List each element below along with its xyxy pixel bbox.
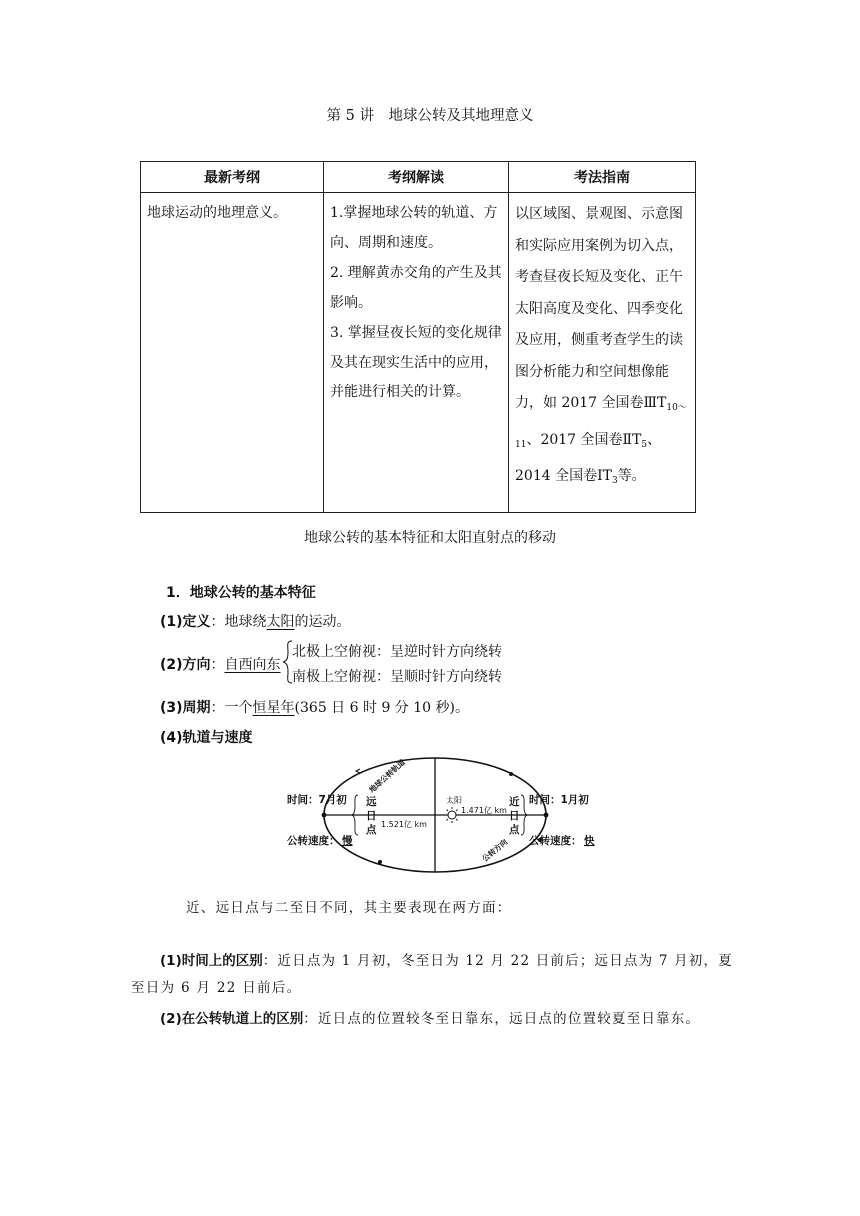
- period-key: 恒星年: [252, 700, 295, 716]
- orbit-label: 地球公转轨道: [367, 757, 407, 795]
- compare-point-2-label: (2)在公转轨道上的区别: [160, 1011, 304, 1027]
- definition-text: 的运动。: [294, 614, 351, 630]
- table-header: 考纲解读: [324, 162, 509, 193]
- aphelion-marker: [322, 813, 327, 818]
- period-text: ：一个: [210, 700, 253, 716]
- direction-line: [160, 654, 281, 674]
- page-title: 第 5 讲 地球公转及其地理意义: [326, 108, 534, 124]
- perihelion-char-1: 近: [509, 796, 520, 808]
- aphelion-char-1: 远: [366, 796, 377, 808]
- definition-text: ：地球绕: [210, 614, 267, 630]
- left-speed: 慢: [342, 835, 353, 847]
- guide-subscript: 3: [611, 476, 618, 486]
- period-line: [160, 697, 469, 717]
- guide-text: 、2014 全国卷ⅠT: [515, 431, 662, 484]
- compare-point-1-cont: 至日为 6 月 22 日前后。: [131, 980, 302, 996]
- right-time: 时间：1月初: [529, 794, 589, 806]
- table-header: 考法指南: [509, 162, 696, 193]
- direction-north: 北极上空俯视：呈逆时针方向绕转: [292, 644, 502, 660]
- direction-colon: ：: [210, 657, 225, 673]
- guide-text: 以区域图、景观图、示意图和实际应用案例为切入点，考查昼夜长短及变化、正午太阳高度及变化、四季变化及应用，侧重考查学生的读图分析能力和空间想像能力，如 2017 全国卷ⅢT: [515, 206, 683, 411]
- orbit-arrow-icon: [356, 769, 360, 773]
- period-text: (365 日 6 时 9 分 10 秒)。: [294, 700, 469, 716]
- direction-key: 自西向东: [224, 657, 281, 673]
- direction-south: 南极上空俯视：呈顺时针方向绕转: [292, 669, 502, 685]
- outline-table: [140, 161, 696, 513]
- perihelion-char-3: 点: [509, 824, 520, 836]
- subsection-heading: 1．地球公转的基本特征: [166, 585, 316, 601]
- period-label: (3)周期: [160, 700, 211, 716]
- table-header: 最新考纲: [141, 162, 324, 193]
- definition-key: 太阳: [266, 614, 295, 630]
- interpretation-item: 3. 掌握昼夜长短的变化规律及其在现实生活中的应用，并能进行相关的计算。: [330, 325, 502, 400]
- perihelion-char-2: 日: [509, 810, 520, 822]
- right-speed: 快: [584, 835, 595, 847]
- sun-icon: [448, 811, 456, 819]
- table-cell-guide: [509, 193, 696, 513]
- compare-point-1-label: (1)时间上的区别: [160, 953, 263, 969]
- guide-text: 等。: [617, 468, 646, 484]
- sun-label: 太阳: [446, 796, 462, 805]
- compare-point-1-text: ：近日点为 1 月初，冬至日为 12 月 22 日前后；远日点为 7 月初，夏: [262, 953, 733, 969]
- direction-label: 公转方向: [480, 837, 510, 864]
- earth-marker: [378, 860, 382, 864]
- definition-label: (1)定义: [160, 614, 211, 630]
- compare-point-2: [160, 1007, 700, 1027]
- orbit-diagram: [280, 755, 600, 875]
- aphelion-char-3: 点: [366, 824, 377, 836]
- aphelion-char-2: 日: [366, 810, 377, 822]
- table-cell-interpretation: [324, 193, 509, 513]
- guide-subscript: 5: [641, 439, 648, 450]
- earth-marker: [509, 772, 513, 776]
- definition-line: [160, 611, 351, 631]
- table-cell-outline: [141, 193, 324, 513]
- section-title: 地球公转的基本特征和太阳直射点的移动: [304, 530, 556, 546]
- direction-label: (2)方向: [160, 657, 211, 673]
- right-speed-label: 公转速度：: [529, 835, 582, 847]
- interpretation-item: 1.掌握地球公转的轨道、方向、周期和速度。: [330, 205, 498, 251]
- outline-text: 地球运动的地理意义。: [147, 205, 287, 221]
- orbit-heading: (4)轨道与速度: [160, 730, 253, 746]
- perihelion-distance: 1.471亿 km: [461, 806, 507, 815]
- interpretation-item: 2. 理解黄赤交角的产生及其影响。: [330, 265, 502, 311]
- left-time: 时间：7月初: [287, 794, 347, 806]
- aphelion-distance: 1.521亿 km: [381, 820, 427, 829]
- guide-subscript: 10～11: [515, 403, 687, 450]
- guide-text: 、2017 全国卷ⅡT: [526, 431, 642, 448]
- compare-point-2-text: ：近日点的位置较冬至日靠东，远日点的位置较夏至日靠东。: [303, 1011, 701, 1027]
- perihelion-marker: [544, 813, 549, 818]
- compare-point-1: [160, 949, 740, 969]
- left-speed-label: 公转速度：: [287, 835, 340, 847]
- compare-intro: 近、远日点与二至日不同，其主要表现在两方面：: [186, 900, 512, 916]
